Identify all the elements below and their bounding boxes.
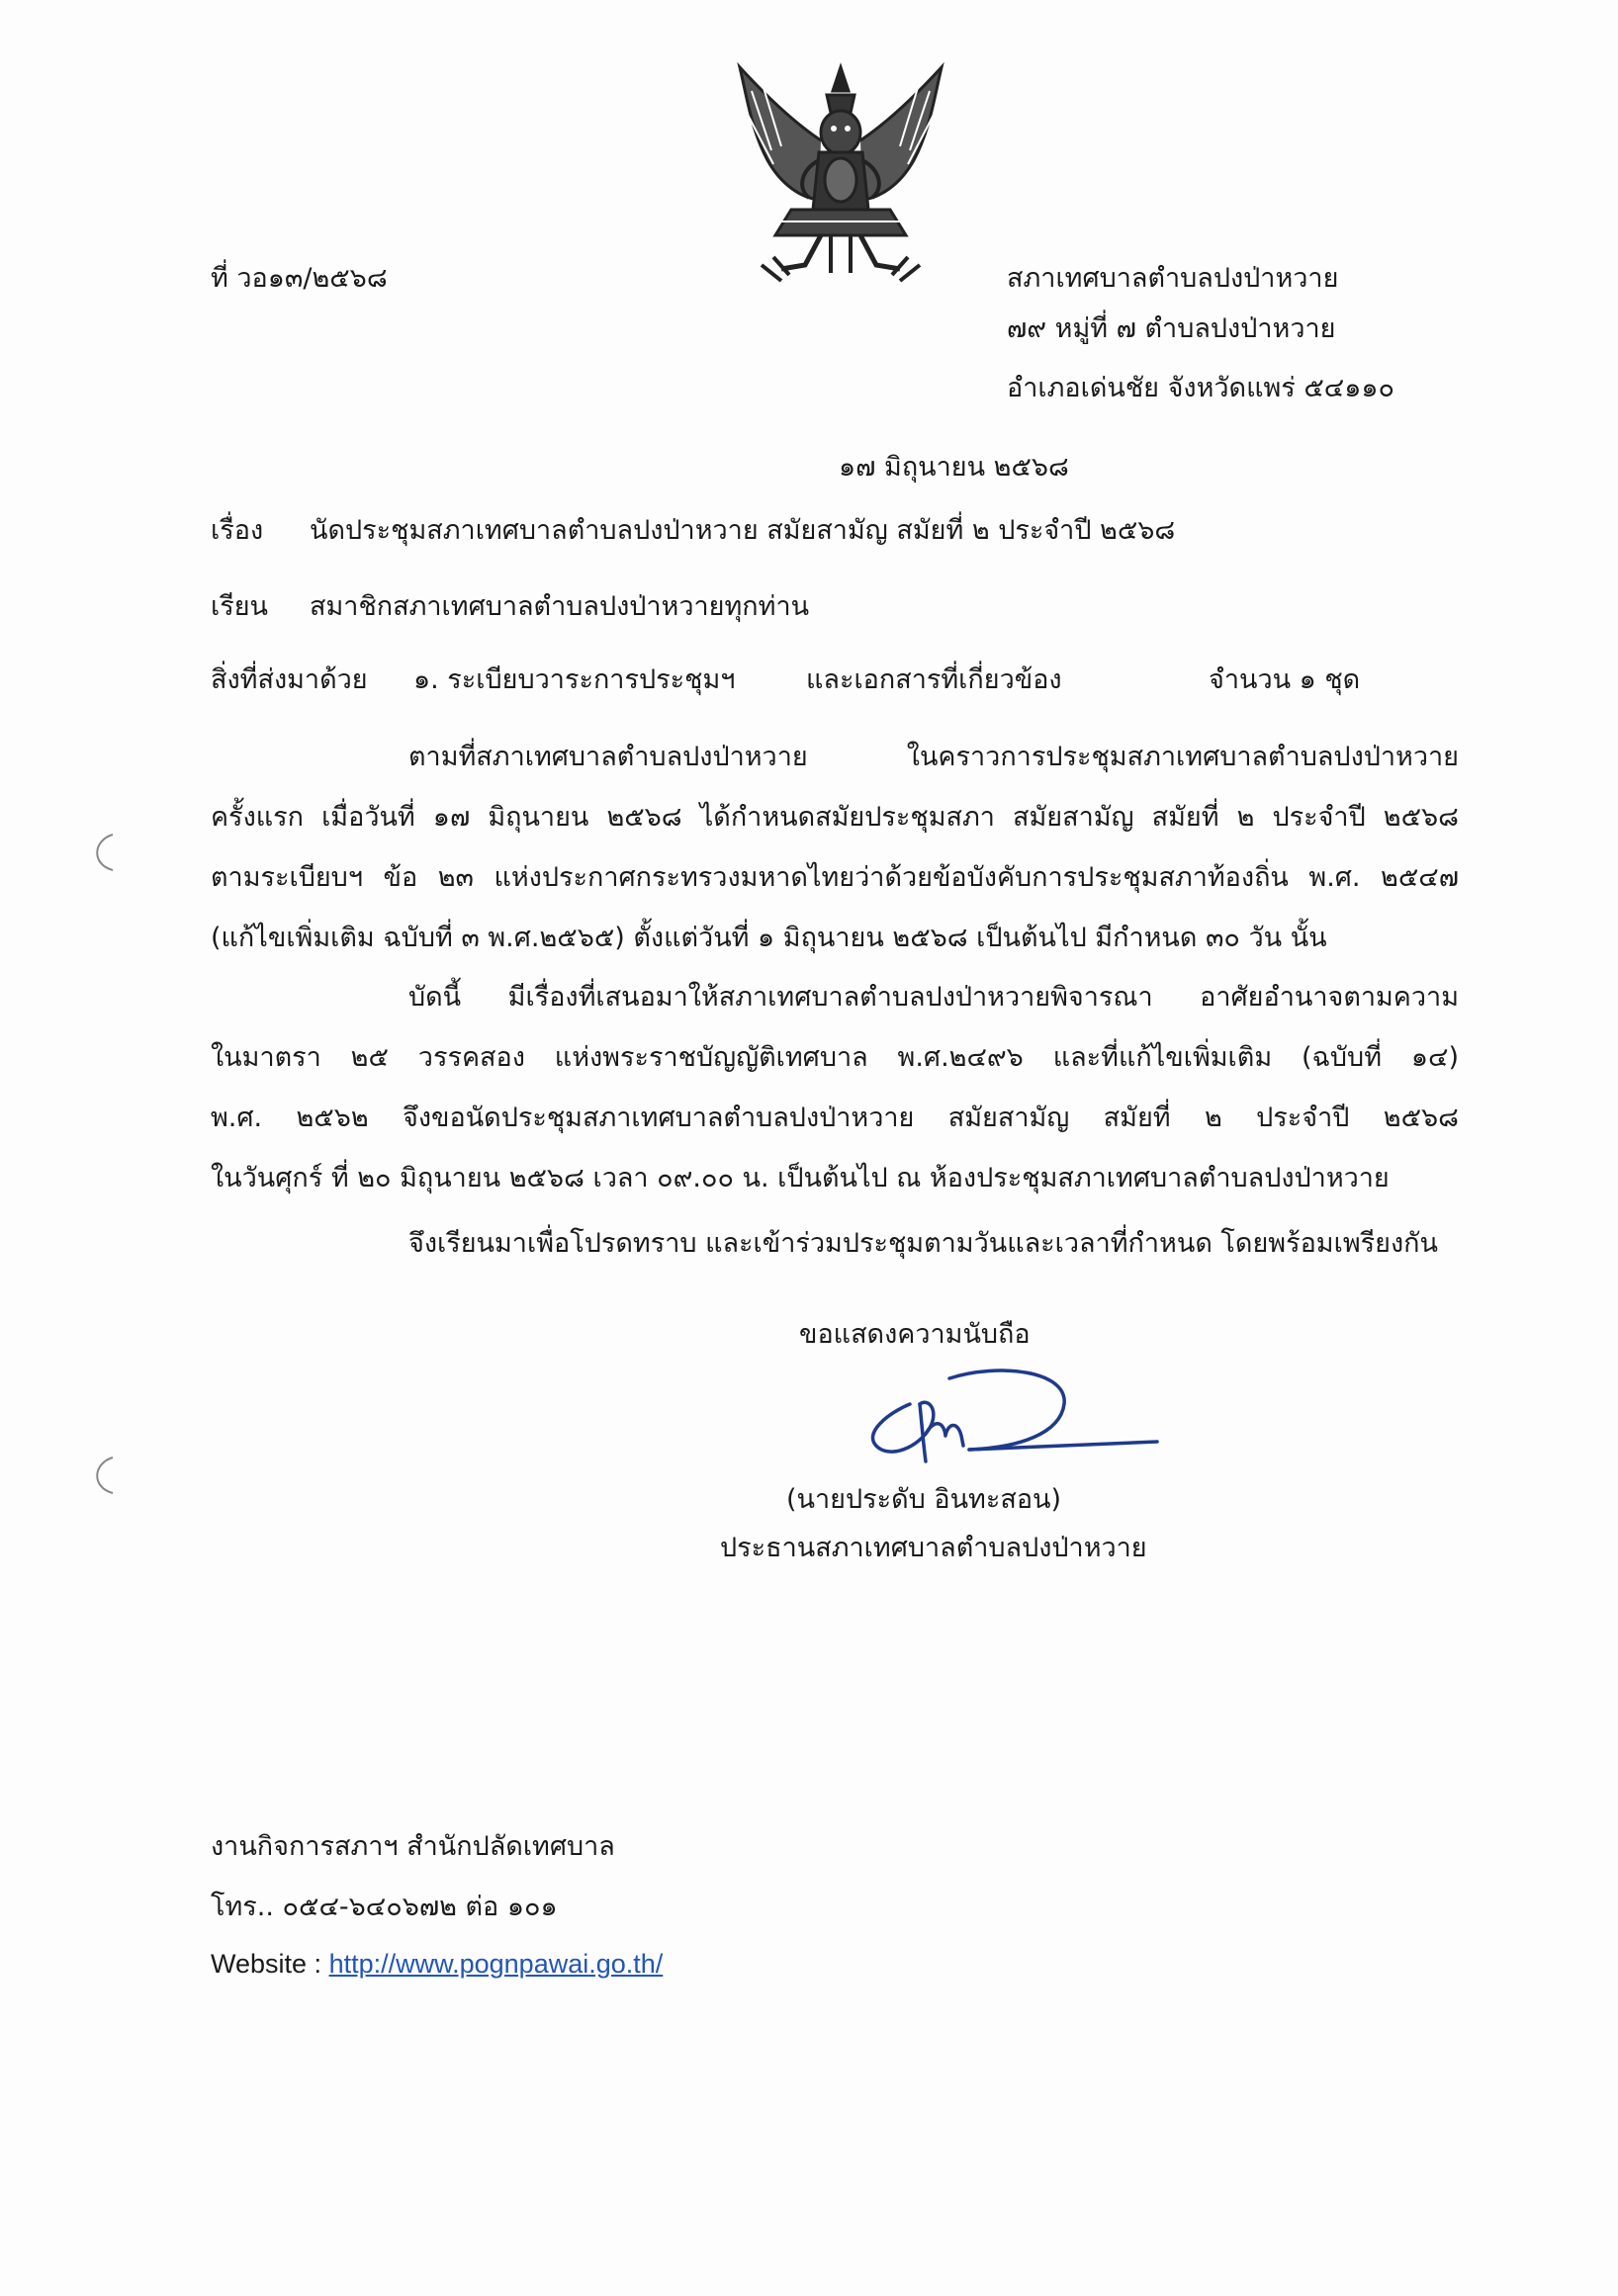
recipient-label: เรียน [211,591,269,622]
paragraph-2-line-1: บัดนี้ มีเรื่องที่เสนอมาให้สภาเทศบาลตำบลปงป่าหวายพิจารณา อาศัยอำนาจตามความ [408,982,1459,1013]
paragraph-2-line-4: ในวันศุกร์ ที่ ๒๐ มิถุนายน ๒๕๖๘ เวลา ๐๙.๐๐ น. เป็นต้นไป ณ ห้องประชุมสภาเทศบาลตำบลปงป่าหวาย [211,1163,1390,1193]
body-paragraph-1 [211,727,1459,968]
body-paragraph-2 [211,967,1459,1208]
address-line-2: ๗๙ หมู่ที่ ๗ ตำบลปงป่าหวาย [1007,313,1336,344]
signer-name: (นายประดับ อินทะสอน) [786,1484,1062,1515]
paragraph-2-line-3: พ.ศ. ๒๕๖๒ จึงขอนัดประชุมสภาเทศบาลตำบลปงป่าหวาย สมัยสามัญ สมัยที่ ๒ ประจำปี ๒๕๖๘ [211,1103,1459,1133]
closing-salutation: ขอแสดงความนับถือ [799,1319,1031,1350]
footer-office: งานกิจการสภาฯ สำนักปลัดเทศบาล [211,1831,615,1862]
website-link[interactable]: http://www.pognpawai.go.th/ [328,1949,664,1979]
website-label: Website : [211,1949,329,1979]
footer-website [211,1944,663,1984]
reference-number: ที่ วอ๑๓/๒๕๖๘ [211,263,388,294]
enclosure-item-2: และเอกสารที่เกี่ยวข้อง [806,664,1062,695]
signature-mark [851,1365,1167,1483]
enclosure-item: ๑. ระเบียบวาระการประชุมฯ [413,664,736,695]
enclosure-label: สิ่งที่ส่งมาด้วย [211,664,368,695]
address-line-1: สภาเทศบาลตำบลปงป่าหวาย [1007,263,1339,294]
subject-text: นัดประชุมสภาเทศบาลตำบลปงป่าหวาย สมัยสามัญ สมัยที่ ๒ ประจำปี ๒๕๖๘ [310,515,1176,546]
paragraph-1-line-3: ตามระเบียบฯ ข้อ ๒๓ แห่งประกาศกระทรวงมหาดไทยว่าด้วยข้อบังคับการประชุมสภาท้องถิ่น พ.ศ. ๒๕๔๗ [211,862,1459,893]
subject-label: เรื่อง [211,515,264,546]
letter-date: ๑๗ มิถุนายน ๒๕๖๘ [839,452,1069,483]
paragraph-2-line-2: ในมาตรา ๒๕ วรรคสอง แห่งพระราชบัญญัติเทศบาล พ.ศ.๒๔๙๖ และที่แก้ไขเพิ่มเติม (ฉบับที่ ๑๔) [211,1042,1459,1073]
address-line-3: อำเภอเด่นชัย จังหวัดแพร่ ๕๔๑๑๐ [1007,373,1394,403]
paragraph-1-line-4: (แก้ไขเพิ่มเติม ฉบับที่ ๓ พ.ศ.๒๕๖๕) ตั้งแต่วันที่ ๑ มิถุนายน ๒๕๖๘ เป็นต้นไป มีกำหนด ๓๐ วัน นั้น [211,923,1327,953]
signer-title: ประธานสภาเทศบาลตำบลปงป่าหวาย [720,1533,1147,1563]
footer-phone: โทร.. ๐๕๔-๖๔๐๖๗๒ ต่อ ๑๐๑ [211,1892,558,1922]
punch-hole-mark-icon [87,831,121,874]
recipient-text: สมาชิกสภาเทศบาลตำบลปงป่าหวายทุกท่าน [310,591,810,622]
enclosure-quantity: จำนวน ๑ ชุด [1209,664,1361,695]
garuda-emblem-icon [722,61,959,289]
body-paragraph-3: จึงเรียนมาเพื่อโปรดทราบ และเข้าร่วมประชุมตามวันและเวลาที่กำหนด โดยพร้อมเพรียงกัน [408,1228,1438,1259]
punch-hole-mark-icon [87,1454,121,1497]
paragraph-1-line-1: ตามที่สภาเทศบาลตำบลปงป่าหวาย ในคราวการประชุมสภาเทศบาลตำบลปงป่าหวาย [408,742,1459,772]
paragraph-1-line-2: ครั้งแรก เมื่อวันที่ ๑๗ มิถุนายน ๒๕๖๘ ได้กำหนดสมัยประชุมสภา สมัยสามัญ สมัยที่ ๒ ประจำปี ๒๕๖๘ [211,802,1459,833]
